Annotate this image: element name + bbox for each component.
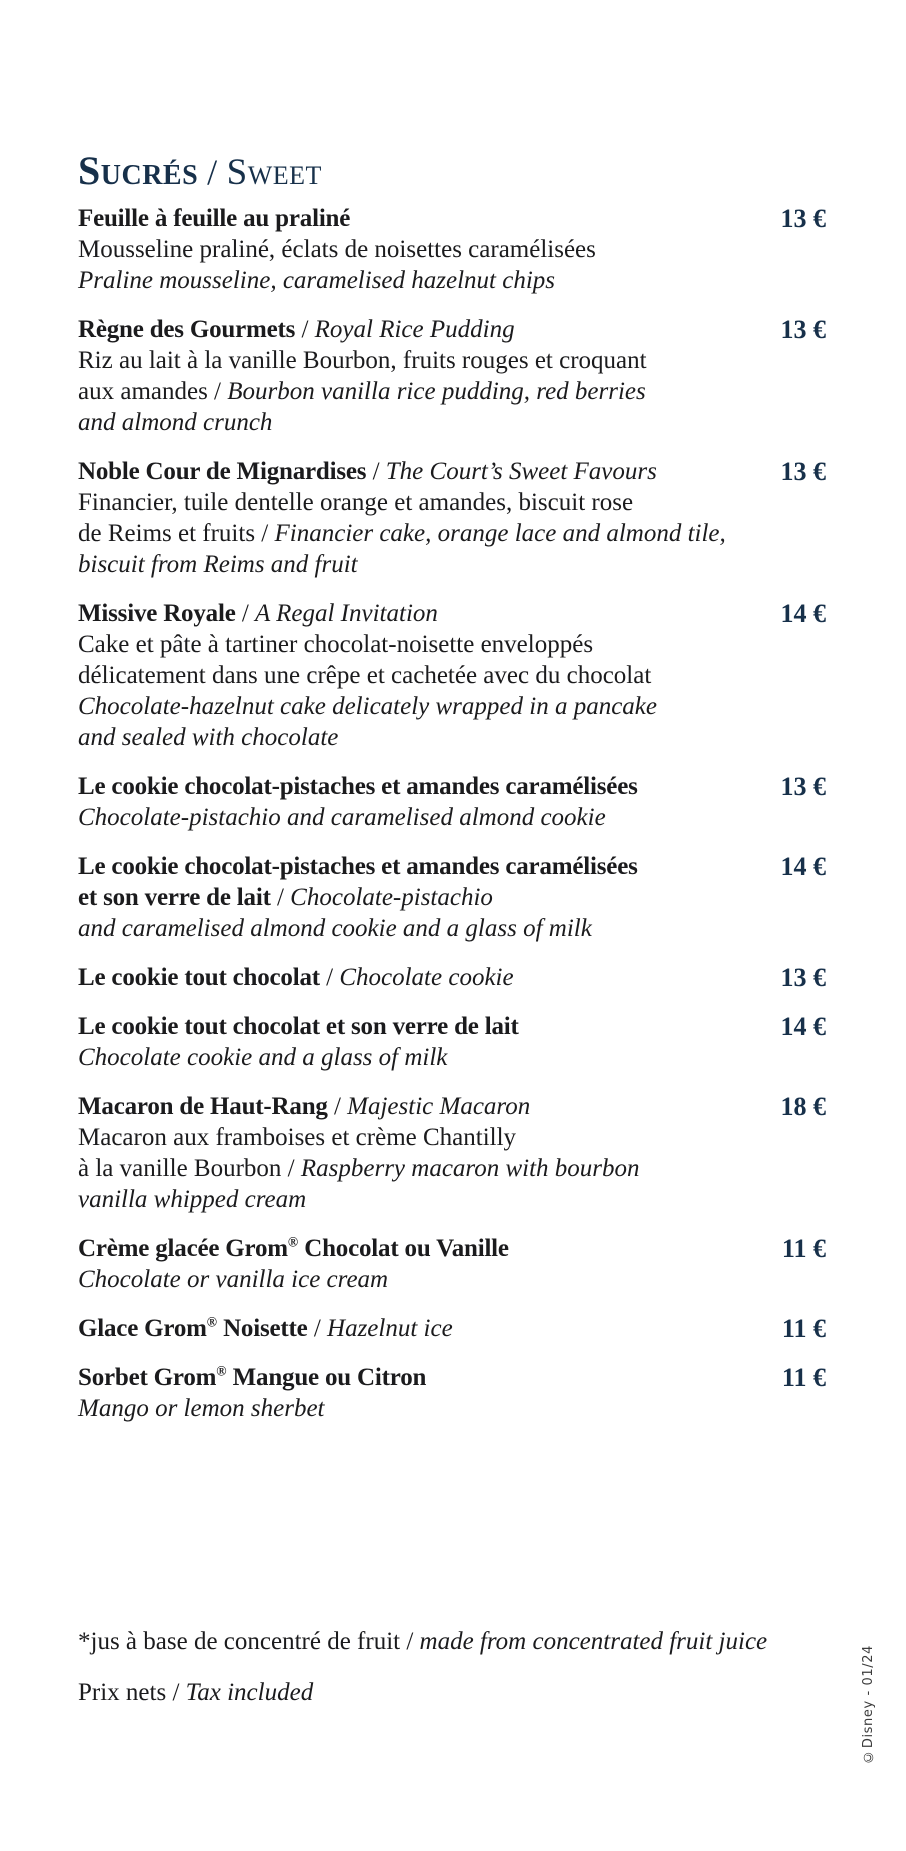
text-segment: Noisette — [217, 1315, 308, 1342]
text-segment: Mousseline praliné, éclats de noisettes caramélisées — [78, 236, 596, 263]
section-title-separator: / — [207, 152, 218, 192]
menu-item-title — [78, 1011, 746, 1042]
text-segment: Cake et pâte à tartiner chocolat-noisette enveloppés — [78, 631, 594, 658]
menu-item-price: 11 € — [781, 1234, 826, 1263]
menu-item-price: 18 € — [780, 1092, 826, 1121]
text-segment: Mangue ou Citron — [226, 1364, 427, 1391]
text-segment: Chocolate cookie — [339, 964, 514, 991]
menu-item-text — [78, 1233, 746, 1295]
menu-item-price: 13 € — [780, 772, 826, 801]
text-segment: A Regal Invitation — [255, 600, 438, 627]
text-segment: ® — [206, 1314, 218, 1330]
menu-item-title — [78, 456, 746, 487]
menu-item-price: 13 € — [780, 963, 826, 992]
menu-item-description-line — [78, 1184, 746, 1215]
text-segment: / — [307, 1315, 328, 1342]
text-segment: The Court’s Sweet Favours — [385, 458, 657, 485]
text-segment: Sorbet Grom — [78, 1364, 217, 1391]
text-segment: Crème glacée Grom — [78, 1235, 288, 1262]
text-segment: Financier cake, orange lace and almond tile, — [274, 520, 726, 547]
text-segment: Le cookie chocolat-pistaches et amandes caramélisées — [78, 853, 638, 880]
text-segment: / — [295, 316, 315, 343]
menu-item-description-line — [78, 722, 746, 753]
text-segment: Royal Rice Pudding — [314, 316, 515, 343]
menu-content — [78, 148, 826, 1729]
menu-item — [78, 1362, 826, 1424]
text-segment: Chocolat ou Vanille — [298, 1235, 509, 1262]
text-segment: Macaron aux framboises et crème Chantilly — [78, 1124, 517, 1151]
menu-item-description-line — [78, 1122, 746, 1153]
menu-item-text — [78, 1362, 746, 1424]
text-segment: à la vanille Bourbon / — [78, 1155, 301, 1182]
text-segment: Le cookie tout chocolat — [78, 964, 320, 991]
text-segment: and caramelised almond cookie and a glass of milk — [78, 915, 592, 942]
text-segment: / — [366, 458, 386, 485]
menu-item-description-line — [78, 882, 746, 913]
menu-item-title — [78, 598, 746, 629]
text-segment: made from concentrated fruit juice — [419, 1628, 768, 1655]
menu-item-text — [78, 203, 746, 296]
menu-item — [78, 771, 826, 833]
menu-item-text — [78, 314, 746, 438]
section-title-en: Sweet — [226, 152, 322, 193]
menu-item-description-line — [78, 549, 746, 580]
menu-item-description-line — [78, 660, 746, 691]
text-segment: Missive Royale — [78, 600, 236, 627]
menu-item-description-line — [78, 234, 746, 265]
menu-item-description-line — [78, 691, 746, 722]
menu-item — [78, 851, 826, 944]
menu-item-title — [78, 1091, 746, 1122]
text-segment: Règne des Gourmets — [78, 316, 296, 343]
text-segment: / — [270, 884, 291, 911]
text-segment: Prix nets / — [78, 1679, 186, 1706]
text-segment: Praline mousseline, caramelised hazelnut chips — [78, 267, 556, 294]
menu-item-title — [78, 1233, 746, 1264]
menu-item — [78, 1011, 826, 1073]
text-segment: Glace Grom — [78, 1315, 207, 1342]
text-segment: / — [319, 964, 340, 991]
text-segment: et son verre de lait — [78, 884, 271, 911]
text-segment: de Reims et fruits / — [78, 520, 275, 547]
menu-item-description-line — [78, 802, 746, 833]
text-segment: ® — [216, 1363, 227, 1379]
text-segment: / — [235, 600, 256, 627]
text-segment: Macaron de Haut-Rang — [78, 1093, 328, 1120]
menu-item — [78, 1313, 826, 1344]
menu-item-description-line — [78, 376, 746, 407]
text-segment: biscuit from Reims and fruit — [78, 551, 358, 578]
menu-item-price: 14 € — [780, 599, 826, 628]
text-segment: / — [327, 1093, 348, 1120]
menu-item — [78, 314, 826, 438]
menu-item-description-line — [78, 518, 746, 549]
copyright-credit: ©Disney - 01/24 — [861, 1645, 876, 1764]
text-segment: Mango or lemon sherbet — [78, 1395, 325, 1422]
text-segment: Feuille à feuille au praliné — [78, 205, 351, 232]
menu-items-list — [78, 203, 826, 1424]
text-segment: Le cookie chocolat-pistaches et amandes caramélisées — [78, 773, 638, 800]
text-segment: Tax included — [185, 1679, 314, 1706]
text-segment: Bourbon vanilla rice pudding, red berries — [227, 378, 646, 405]
text-segment: délicatement dans une crêpe et cachetée avec du chocolat — [78, 662, 652, 689]
menu-item-title — [78, 1362, 746, 1393]
menu-item-text — [78, 1091, 746, 1215]
menu-item-price: 13 € — [780, 204, 826, 233]
menu-item — [78, 1233, 826, 1295]
menu-item-description-line — [78, 487, 746, 518]
section-title — [78, 148, 826, 196]
menu-item-title — [78, 314, 746, 345]
menu-item-text — [78, 851, 746, 944]
menu-item-description-line — [78, 629, 746, 660]
menu-item-text — [78, 962, 746, 993]
text-segment: aux amandes / — [78, 378, 228, 405]
menu-item-price: 14 € — [780, 852, 826, 881]
text-segment: Chocolate cookie and a glass of milk — [78, 1044, 448, 1071]
menu-item-title — [78, 771, 746, 802]
menu-item — [78, 962, 826, 993]
footnotes — [78, 1627, 826, 1708]
text-segment: Noble Cour de Mignardises — [78, 458, 367, 485]
menu-item-price: 11 € — [781, 1363, 826, 1392]
menu-item-title — [78, 203, 746, 234]
text-segment: and sealed with chocolate — [78, 724, 339, 751]
text-segment: vanilla whipped cream — [78, 1186, 307, 1213]
text-segment: Le cookie tout chocolat et son verre de lait — [78, 1013, 519, 1040]
menu-item-price: 13 € — [780, 457, 826, 486]
text-segment: Chocolate-pistachio and caramelised almond cookie — [78, 804, 606, 831]
text-segment: ® — [287, 1234, 299, 1250]
menu-item-description-line — [78, 1264, 746, 1295]
text-segment: *jus à base de concentré de fruit / — [78, 1628, 420, 1655]
section-title-fr: Sucrés — [78, 148, 199, 193]
menu-item-description-line — [78, 913, 746, 944]
text-segment: Hazelnut ice — [327, 1315, 453, 1342]
text-segment: Riz au lait à la vanille Bourbon, fruits rouges et croquant — [78, 347, 647, 374]
text-segment: and almond crunch — [78, 409, 273, 436]
menu-item-text — [78, 771, 746, 833]
menu-item-title — [78, 1313, 746, 1344]
menu-item-description-line — [78, 1153, 746, 1184]
menu-item-description-line — [78, 407, 746, 438]
text-segment: Raspberry macaron with bourbon — [300, 1155, 640, 1182]
menu-item — [78, 1091, 826, 1215]
text-segment: Financier, tuile dentelle orange et amandes, biscuit rose — [78, 489, 634, 516]
menu-item-text — [78, 598, 746, 753]
menu-item-title — [78, 962, 746, 993]
menu-item — [78, 456, 826, 580]
menu-item-text — [78, 1011, 746, 1073]
menu-item-price: 14 € — [780, 1012, 826, 1041]
menu-item-title — [78, 851, 746, 882]
menu-item-price: 11 € — [781, 1314, 826, 1343]
menu-item-description-line — [78, 345, 746, 376]
menu-item-description-line — [78, 1042, 746, 1073]
menu-item-description-line — [78, 265, 746, 296]
menu-item — [78, 598, 826, 753]
text-segment: Chocolate-hazelnut cake delicately wrapped in a pancake — [78, 693, 657, 720]
menu-item — [78, 203, 826, 296]
text-segment: Chocolate-pistachio — [290, 884, 493, 911]
text-segment: Chocolate or vanilla ice cream — [78, 1266, 389, 1293]
footnote-line — [78, 1678, 826, 1708]
menu-item-text — [78, 456, 746, 580]
menu-item-description-line — [78, 1393, 746, 1424]
text-segment: Majestic Macaron — [347, 1093, 531, 1120]
menu-item-price: 13 € — [780, 315, 826, 344]
footnote-line — [78, 1627, 826, 1657]
menu-item-text — [78, 1313, 746, 1344]
